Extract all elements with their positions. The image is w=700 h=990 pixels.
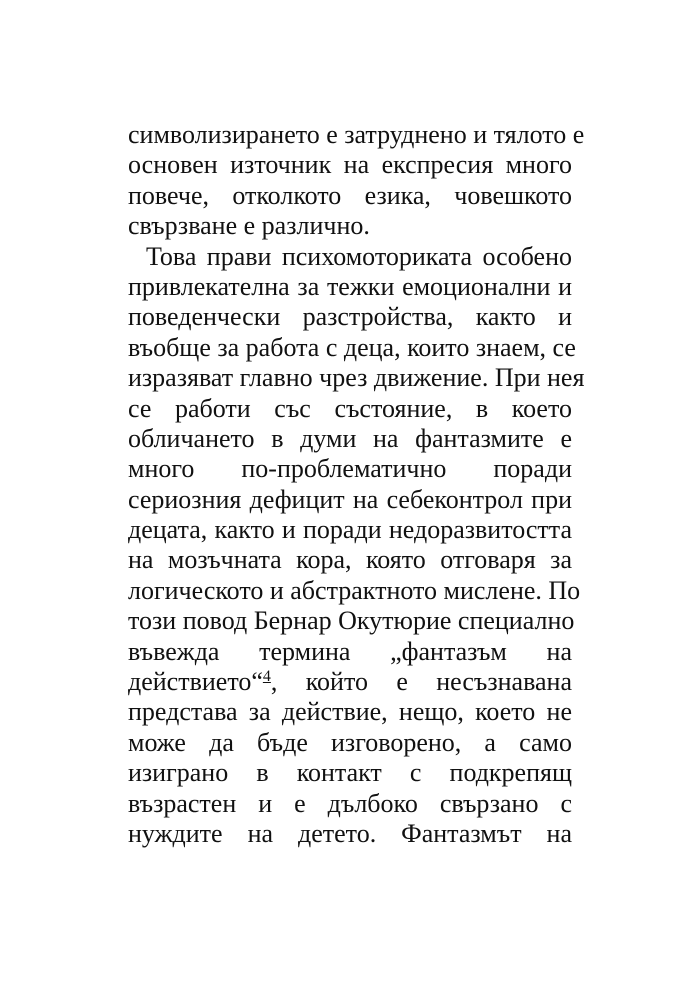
footnote-line-after: , който е несъзнавана <box>270 667 572 697</box>
paragraph-2 <box>128 241 585 850</box>
text-line: на мозъчната кора, която отговаря за <box>128 545 572 575</box>
text-line: изразяват главно чрез движение. При нея <box>128 363 585 393</box>
text-line: символизирането е затруднено и тялото е <box>128 120 585 149</box>
text-line: поведенчески разстройства, както и <box>128 302 572 332</box>
text-line: свързване е различно. <box>128 211 370 241</box>
text-line: повече, отколкото езика, човешкото <box>128 180 572 210</box>
text-line: се работи със състояние, в което <box>128 393 572 423</box>
footnote-line-before: действието“ <box>128 667 263 697</box>
text-line-with-footnote <box>128 667 572 697</box>
body-text <box>128 120 585 849</box>
text-line: представа за действие, нещо, което не <box>128 697 572 727</box>
text-line: изиграно в контакт с подкрепящ <box>128 758 572 788</box>
text-line: нуждите на детето. Фантазмът на <box>128 818 572 848</box>
text-line: може да бъде изговорено, а само <box>128 727 572 757</box>
text-line: привлекателна за тежки емоционални и <box>128 271 572 301</box>
text-line: въобще за работа с деца, които знаем, се <box>128 332 576 362</box>
text-line: възрастен и е дълбоко свързано с <box>128 788 572 818</box>
text-line: Това прави психомоториката особено <box>146 241 572 271</box>
footnote-reference-link[interactable]: 4 <box>262 668 271 686</box>
text-line: въвежда термина „фантазъм на <box>128 636 572 666</box>
text-line: обличането в думи на фантазмите е <box>128 423 572 453</box>
text-line: много по-проблематично поради <box>128 454 572 484</box>
text-line: логическото и абстрактното мислене. По <box>128 575 581 605</box>
text-line: основен източник на експресия много <box>128 150 572 180</box>
text-line: този повод Бернар Окутюрие специално <box>128 606 575 636</box>
paragraph-1 <box>128 120 585 242</box>
text-line: децата, както и поради недоразвитостта <box>128 515 572 545</box>
text-line: сериозния дефицит на себеконтрол при <box>128 484 572 514</box>
